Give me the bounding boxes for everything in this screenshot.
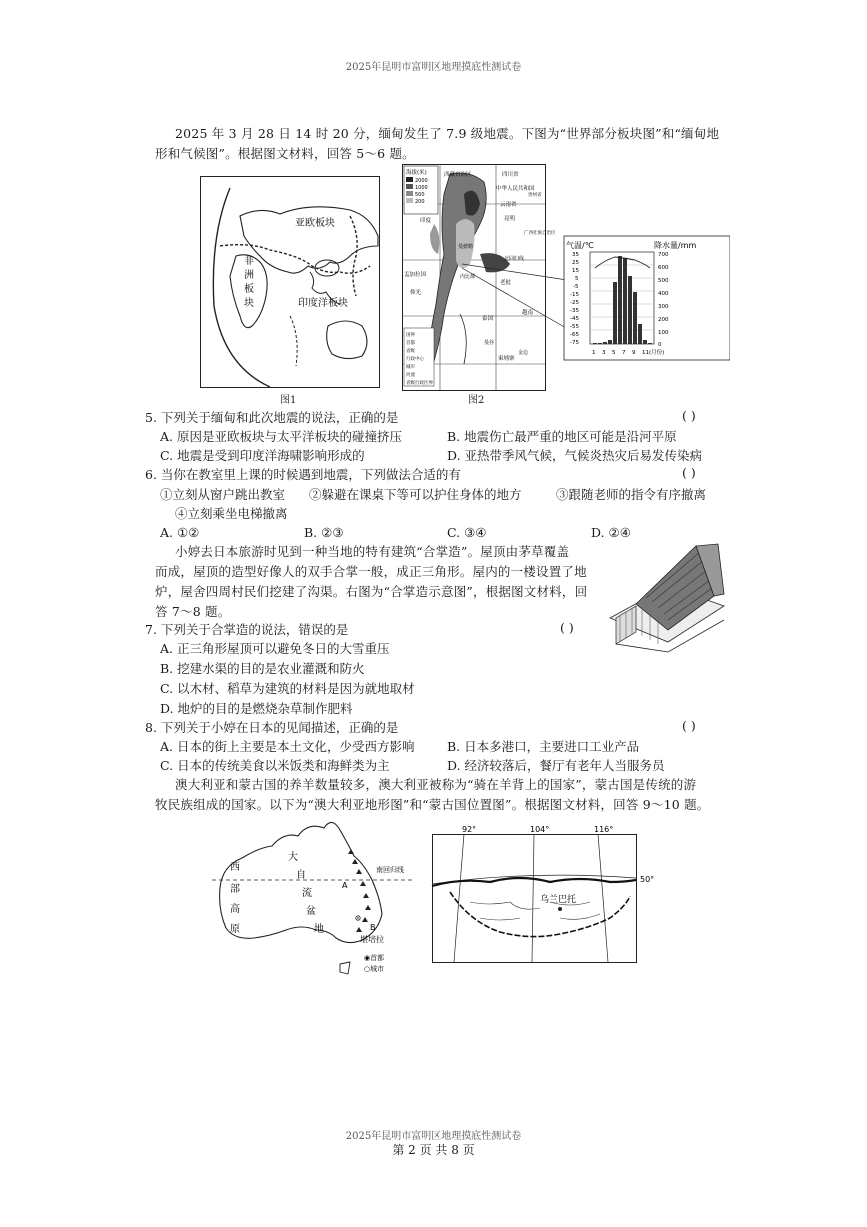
place-laos: 老挝: [500, 280, 512, 286]
place-yangon: 仰光: [410, 290, 422, 296]
right-tick-400: 400: [658, 291, 669, 297]
left-tick-m55: -55: [570, 324, 579, 330]
mongolia-location-map: [430, 822, 666, 964]
intro2-line2: 而成，屋顶的造型好像人的双手合掌一般，成正三角形。屋内的一楼设置了地: [155, 564, 587, 579]
left-tick-m75: -75: [570, 340, 579, 346]
q6-option-a: A. ①②: [160, 525, 200, 540]
left-tick-15: 15: [572, 268, 579, 274]
basin-5: 地: [314, 924, 324, 935]
x-tick-1: 1: [592, 350, 596, 356]
intro2-line1: 小婷去日本旅游时见到一种当地的特有建筑“合掌造”。屋顶由茅草覆盖: [175, 544, 570, 559]
q8-stem: 8. 下列关于小婷在日本的见闻描述，正确的是: [145, 720, 399, 735]
legend-200: 200: [415, 199, 425, 205]
canberra-label: 堪培拉: [360, 935, 384, 944]
place-naypyidaw: 内比都: [460, 274, 476, 280]
q5-option-c: C. 地震是受到印度洋海啸影响形成的: [160, 448, 365, 463]
q5-option-b: B. 地震伤亡最严重的地区可能是沿河平原: [447, 429, 677, 444]
q5-option-a: A. 原因是亚欧板块与太平洋板块的碰撞挤压: [160, 429, 402, 444]
map-legend-capital: 首都: [406, 341, 415, 346]
eurasia-plate-label: 亚欧板块: [295, 218, 335, 229]
place-kunming: 昆明: [504, 216, 516, 222]
lon-92: 92°: [462, 825, 477, 834]
page-header: 2025年昆明市富明区地理摸底性测试卷: [345, 62, 522, 73]
basin-2: 自: [296, 870, 306, 881]
figure2-caption: 图2: [468, 395, 485, 406]
left-tick-m35: -35: [570, 308, 579, 314]
right-tick-600: 600: [658, 265, 669, 271]
q7-answer-blank: ( ): [560, 620, 574, 635]
intro2-line4: 答 7～8 题。: [155, 604, 231, 619]
basin-3: 流: [302, 888, 312, 899]
west-plateau-2: 部: [230, 884, 240, 895]
q7-option-d: D. 地炉的目的是燃烧杂草制作肥料: [160, 701, 353, 716]
place-bangladesh: 孟加拉国: [404, 272, 427, 278]
map-legend-admin-center: 行政中心: [406, 357, 424, 362]
x-tick-3: 3: [602, 350, 606, 356]
q7-option-a: A. 正三角形屋顶可以避免冬日的大雪重压: [160, 641, 390, 656]
left-tick-35: 35: [572, 252, 579, 258]
page-number: 第 2 页 共 8 页: [392, 1143, 475, 1157]
q6-item-3: ③跟随老师的指令有序撤离: [556, 487, 707, 502]
place-tibet: 西藏自治区: [444, 172, 472, 178]
place-thailand: 泰国: [482, 316, 494, 322]
q8-answer-blank: ( ): [682, 718, 696, 733]
q7-option-b: B. 挖建水渠的目的是农业灌溉和防火: [160, 661, 365, 676]
q5-answer-blank: ( ): [682, 408, 696, 423]
left-tick-m45: -45: [570, 316, 579, 322]
left-tick-m65: -65: [570, 332, 579, 338]
point-a: A: [342, 881, 348, 890]
place-tropic: 北回归线: [504, 256, 525, 262]
x-tick-5: 5: [612, 350, 616, 356]
left-tick-m5: -5: [573, 284, 579, 290]
legend-capital: ◉首都: [364, 954, 385, 962]
place-phnom-penh: 金边: [518, 350, 529, 356]
ulaanbaatar-label: 乌兰巴托: [540, 895, 577, 905]
left-tick-m25: -25: [570, 300, 579, 306]
right-tick-200: 200: [658, 317, 669, 323]
gassho-house-illustration: [606, 540, 728, 660]
q6-answer-blank: ( ): [682, 465, 696, 480]
basin-4: 盆: [306, 906, 316, 917]
right-tick-0: 0: [658, 342, 662, 348]
climate-ylabel-right: 降水量/mm: [654, 241, 697, 250]
q6-option-c: C. ③④: [447, 525, 487, 540]
map-legend-city: 城市: [406, 365, 415, 370]
africa-plate-label-4: 块: [244, 298, 254, 309]
intro3-line1: 澳大利亚和蒙古国的养羊数量较多，澳大利亚被称为“骑在羊背上的国家”，蒙古国是传统的游: [175, 777, 697, 792]
x-tick-7: 7: [622, 350, 626, 356]
footer-title: 2025年昆明市富明区地理摸底性测试卷: [345, 1131, 522, 1142]
place-vietnam: 越南: [522, 310, 534, 316]
map-legend-river: 河流: [406, 373, 415, 378]
africa-plate-label-1: 非: [244, 256, 254, 267]
africa-plate-label-3: 板: [244, 284, 254, 295]
q5-stem: 5. 下列关于缅甸和此次地震的说法，正确的是: [145, 410, 399, 425]
climate-ylabel-left: 气温/℃: [566, 241, 594, 250]
q8-option-b: B. 日本多港口，主要进口工业产品: [447, 739, 640, 754]
q6-option-d: D. ②④: [591, 525, 631, 540]
right-tick-300: 300: [658, 304, 669, 310]
basin-1: 大: [288, 852, 298, 863]
q7-option-c: C. 以木材、稻草为建筑的材料是因为就地取材: [160, 681, 415, 696]
q8-option-c: C. 日本的传统美食以米饭类和海鲜类为主: [160, 758, 390, 773]
x-tick-11: 11(月份): [642, 350, 665, 356]
australia-terrain-map: [212, 814, 412, 976]
left-tick-25: 25: [572, 260, 579, 266]
right-tick-500: 500: [658, 278, 669, 284]
q6-option-b: B. ②③: [304, 525, 344, 540]
q7-stem: 7. 下列关于合掌造的说法，错误的是: [145, 622, 349, 637]
map-legend-provincial: 省级: [406, 349, 415, 354]
map-legend-border: 国界: [406, 333, 415, 338]
intro2-line3: 炉，屋舍四周村民们挖建了沟渠。右图为“合掌造示意图”，根据图文材料，回: [155, 584, 588, 599]
left-tick-m15: -15: [570, 292, 579, 298]
lon-116: 116°: [594, 825, 614, 834]
place-guizhou: 贵州省: [528, 193, 542, 198]
point-b: B: [370, 923, 376, 932]
west-plateau-3: 高: [230, 904, 240, 915]
left-tick-5: 5: [575, 276, 579, 282]
lat-50: 50°: [640, 875, 655, 884]
q6-stem: 6. 当你在教室里上课的时候遇到地震，下列做法合适的有: [145, 467, 461, 482]
place-prc: 中华人民共和国: [496, 186, 535, 192]
map-legend-prov-border: 省级行政区界: [406, 381, 433, 386]
africa-plate-label-2: 洲: [244, 270, 254, 281]
place-bangkok: 曼谷: [484, 340, 495, 346]
legend-500: 500: [415, 192, 425, 198]
tropic-label: 南回归线: [376, 866, 404, 874]
legend-1000: 1000: [415, 185, 428, 191]
figure1-caption: 图1: [280, 395, 297, 406]
legend-city: ○城市: [364, 965, 385, 973]
plate-map-figure: [200, 176, 380, 388]
legend-elevation-title: 海拔(米): [406, 170, 427, 176]
myanmar-map-figure: [400, 164, 730, 392]
intro1-line2: 形和气候图”。根据图文材料，回答 5～6 题。: [155, 146, 415, 161]
legend-2000: 2000: [415, 178, 428, 184]
place-mandalay: 曼德勒: [458, 244, 474, 250]
q5-option-d: D. 亚热带季风气候，气候炎热灾后易发传染病: [447, 448, 703, 463]
indian-plate-label: 印度洋板块: [298, 298, 348, 309]
lon-104: 104°: [530, 825, 550, 834]
west-plateau-1: 西: [230, 862, 240, 873]
right-tick-700: 700: [658, 252, 669, 258]
intro3-line2: 牧民族组成的国家。以下为“澳大利亚地形图”和“蒙古国位置图”。根据图文材料，回答 9～10 题。: [155, 797, 710, 812]
right-tick-100: 100: [658, 330, 669, 336]
q6-item-4: ④立刻乘坐电梯撤离: [175, 506, 288, 521]
place-guangxi: 广西壮族自治区: [524, 231, 556, 236]
place-cambodia: 柬埔寨: [498, 356, 515, 362]
intro1-line1: 2025 年 3 月 28 日 14 时 20 分，缅甸发生了 7.9 级地震。下图为“世界部分板块图”和“缅甸地: [175, 126, 720, 141]
place-india: 印度: [420, 218, 432, 224]
west-plateau-4: 原: [230, 924, 240, 935]
x-tick-9: 9: [632, 350, 636, 356]
q6-item-2: ②躲避在课桌下等可以护住身体的地方: [309, 487, 522, 502]
place-sichuan: 四川省: [502, 172, 519, 178]
q8-option-d: D. 经济较落后，餐厅有老年人当服务员: [447, 758, 665, 773]
place-yunnan: 云南省: [500, 202, 517, 208]
q6-item-1: ①立刻从窗户跳出教室: [160, 487, 286, 502]
q8-option-a: A. 日本的街上主要是本土文化，少受西方影响: [160, 739, 415, 754]
